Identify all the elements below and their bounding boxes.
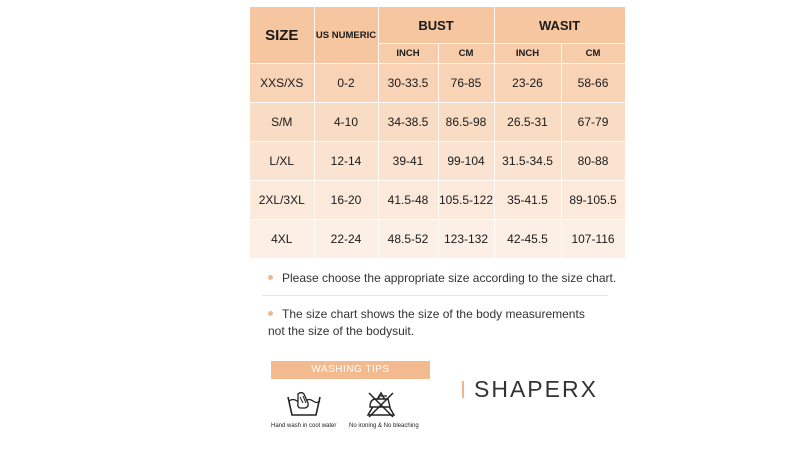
- cell-bust-cm: 123-132: [438, 220, 494, 259]
- header-bust: BUST: [378, 7, 494, 44]
- cell-waist-inch: 23-26: [494, 64, 561, 103]
- cell-size: L/XL: [250, 142, 314, 181]
- subheader-waist-cm: CM: [561, 44, 625, 64]
- bullet-dot: [268, 275, 273, 280]
- brand-logo: SHAPERX: [474, 376, 598, 402]
- cell-waist-inch: 42-45.5: [494, 220, 561, 259]
- cell-bust-cm: 99-104: [438, 142, 494, 181]
- header-size: SIZE: [250, 7, 314, 64]
- header-us-numeric: US NUMERIC: [314, 7, 378, 64]
- cell-waist-inch: 26.5-31: [494, 103, 561, 142]
- cell-bust-inch: 34-38.5: [378, 103, 438, 142]
- cell-us: 4-10: [314, 103, 378, 142]
- subheader-waist-inch: INCH: [494, 44, 561, 64]
- no-iron-no-bleach-icon: [366, 390, 396, 418]
- hand-wash-icon: [286, 391, 322, 417]
- washing-tips-banner: WASHING TIPS: [271, 361, 430, 379]
- cell-waist-cm: 58-66: [561, 64, 625, 103]
- subheader-bust-inch: INCH: [378, 44, 438, 64]
- size-chart-table: [250, 7, 626, 259]
- subheader-bust-cm: CM: [438, 44, 494, 64]
- cell-us: 22-24: [314, 220, 378, 259]
- cell-us: 0-2: [314, 64, 378, 103]
- table-row: [250, 64, 625, 103]
- table-row: [250, 103, 625, 142]
- note-size-advice: Please choose the appropriate size according to the size chart.: [282, 271, 617, 285]
- table-row: [250, 181, 625, 220]
- note-measurement-line2: not the size of the bodysuit.: [268, 324, 415, 338]
- cell-us: 12-14: [314, 142, 378, 181]
- cell-waist-cm: 107-116: [561, 220, 625, 259]
- cell-size: 2XL/3XL: [250, 181, 314, 220]
- cell-waist-cm: 67-79: [561, 103, 625, 142]
- cell-bust-inch: 48.5-52: [378, 220, 438, 259]
- no-iron-caption: No ironing & No bleaching: [349, 423, 419, 429]
- cell-size: 4XL: [250, 220, 314, 259]
- table-row: [250, 220, 625, 259]
- cell-size: S/M: [250, 103, 314, 142]
- note-measurement-line1: The size chart shows the size of the body measurements: [282, 307, 585, 321]
- divider: [262, 295, 608, 296]
- cell-waist-inch: 35-41.5: [494, 181, 561, 220]
- cell-bust-cm: 86.5-98: [438, 103, 494, 142]
- brand-accent-bar: [462, 381, 464, 398]
- bullet-dot: [268, 311, 273, 316]
- cell-bust-cm: 105.5-122: [438, 181, 494, 220]
- cell-bust-inch: 39-41: [378, 142, 438, 181]
- cell-waist-cm: 89-105.5: [561, 181, 625, 220]
- cell-us: 16-20: [314, 181, 378, 220]
- table-header-row: [250, 7, 625, 44]
- cell-bust-inch: 41.5-48: [378, 181, 438, 220]
- cell-waist-cm: 80-88: [561, 142, 625, 181]
- cell-size: XXS/XS: [250, 64, 314, 103]
- table-row: [250, 142, 625, 181]
- cell-waist-inch: 31.5-34.5: [494, 142, 561, 181]
- cell-bust-inch: 30-33.5: [378, 64, 438, 103]
- hand-wash-caption: Hand wash in cool water: [271, 423, 337, 429]
- cell-bust-cm: 76-85: [438, 64, 494, 103]
- header-waist: WASIT: [494, 7, 625, 44]
